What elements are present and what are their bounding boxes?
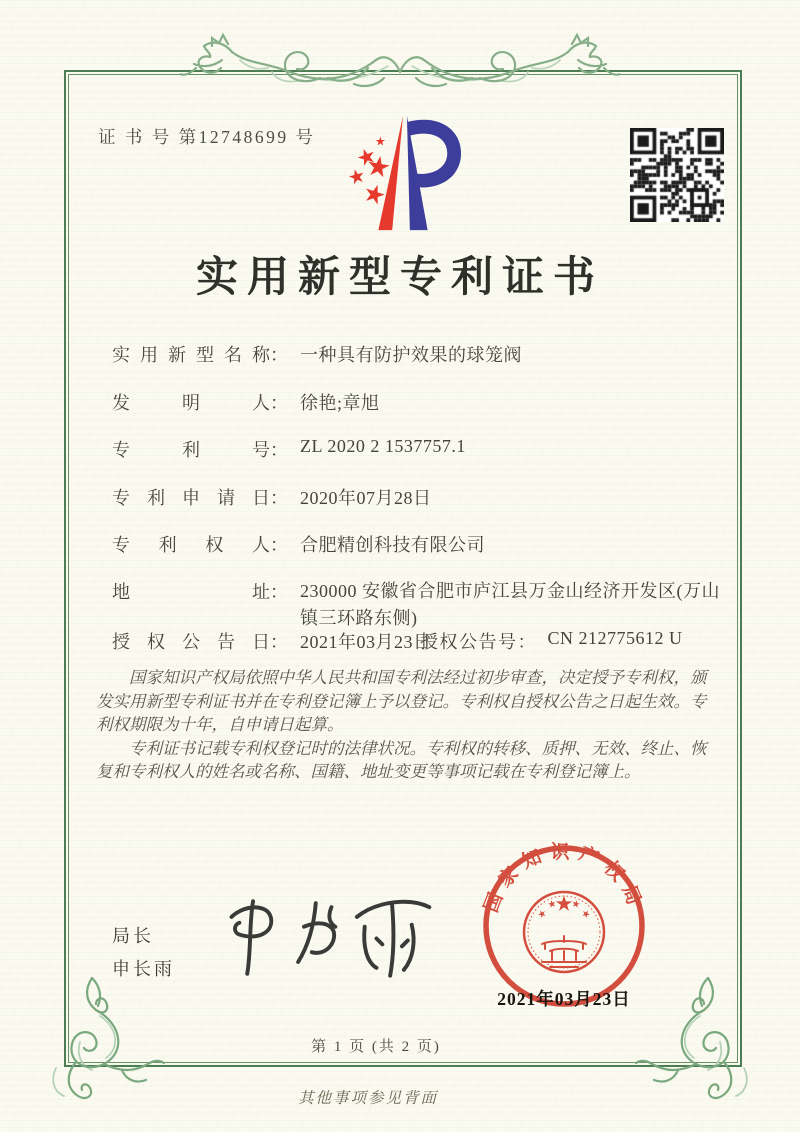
field-label: 专利号 xyxy=(112,440,270,460)
field-label: 地址 xyxy=(112,582,270,602)
legal-text xyxy=(96,666,708,784)
seal-agency-text: 国家知识产权局 xyxy=(480,842,648,916)
field-label: 授权公告号 xyxy=(420,632,518,652)
field-value: ZL 2020 2 1537757.1 xyxy=(300,436,466,456)
field-label: 发明人 xyxy=(112,393,270,413)
field-row-address: 地址： 230000 安徽省合肥市庐江县万金山经济开发区(万山镇三环路东侧) xyxy=(112,578,728,632)
field-value: 2021年03月23日 xyxy=(300,632,432,652)
field-value: 徐艳;章旭 xyxy=(300,393,380,413)
director-signature xyxy=(210,880,445,995)
field-value: 合肥精创科技有限公司 xyxy=(300,535,485,555)
field-row-inventor: 发明人： 徐艳;章旭 xyxy=(112,389,380,415)
field-row-patent-number: 专利号： ZL 2020 2 1537757.1 xyxy=(112,436,466,460)
legal-paragraph-2: 专利证书记载专利权登记时的法律状况。专利权的转移、质押、无效、终止、恢复和专利权人的姓名或名称、国籍、地址变更等事项记载在专利登记簿上。 xyxy=(96,738,707,781)
field-value: 2020年07月28日 xyxy=(300,488,432,508)
field-label: 授权公告日 xyxy=(112,632,270,652)
page-number: 第 1 页 (共 2 页) xyxy=(311,1039,441,1055)
qr-code xyxy=(630,128,724,222)
field-row-patentee: 专利权人： 合肥精创科技有限公司 xyxy=(112,531,485,557)
director-title: 局长 xyxy=(112,926,154,946)
legal-paragraph-1: 国家知识产权局依照中华人民共和国专利法经过初步审查，决定授予专利权，颁发实用新型专利证书并在专利登记簿上予以登记。专利权自授权公告之日起生效。专利权期限为十年，自申请日起算。 xyxy=(96,668,707,734)
certificate-title: 实用新型专利证书 xyxy=(195,255,604,301)
field-value: 230000 安徽省合肥市庐江县万金山经济开发区(万山镇三环路东侧) xyxy=(300,581,720,628)
director-name: 申长雨 xyxy=(112,959,175,979)
national-emblem-icon xyxy=(524,892,604,972)
field-label: 专利申请日 xyxy=(112,488,270,508)
field-value: CN 212775612 U xyxy=(547,628,683,648)
seal-date: 2021年03月23日 xyxy=(497,989,631,1009)
cnipa-logo-icon xyxy=(341,109,463,237)
director-block xyxy=(112,920,175,986)
field-value: 一种具有防护效果的球笼阀 xyxy=(300,345,522,365)
top-dragon-ornament xyxy=(180,28,620,112)
field-row-filing-date: 专利申请日： 2020年07月28日 xyxy=(112,484,432,510)
field-label: 实用新型名称 xyxy=(112,345,270,365)
grant-number-group: 授权公告号： CN 212775612 U xyxy=(420,628,683,652)
grant-row: 授权公告日： 2021年03月23日 授权公告号： CN 212775612 U xyxy=(112,628,683,652)
back-note: 其他事项参见背面 xyxy=(297,1090,438,1107)
field-label: 专利权人 xyxy=(112,535,270,555)
certificate-number: 证 书 号 第12748699 号 xyxy=(98,127,316,147)
field-row-name: 实用新型名称： 一种具有防护效果的球笼阀 xyxy=(112,341,522,367)
